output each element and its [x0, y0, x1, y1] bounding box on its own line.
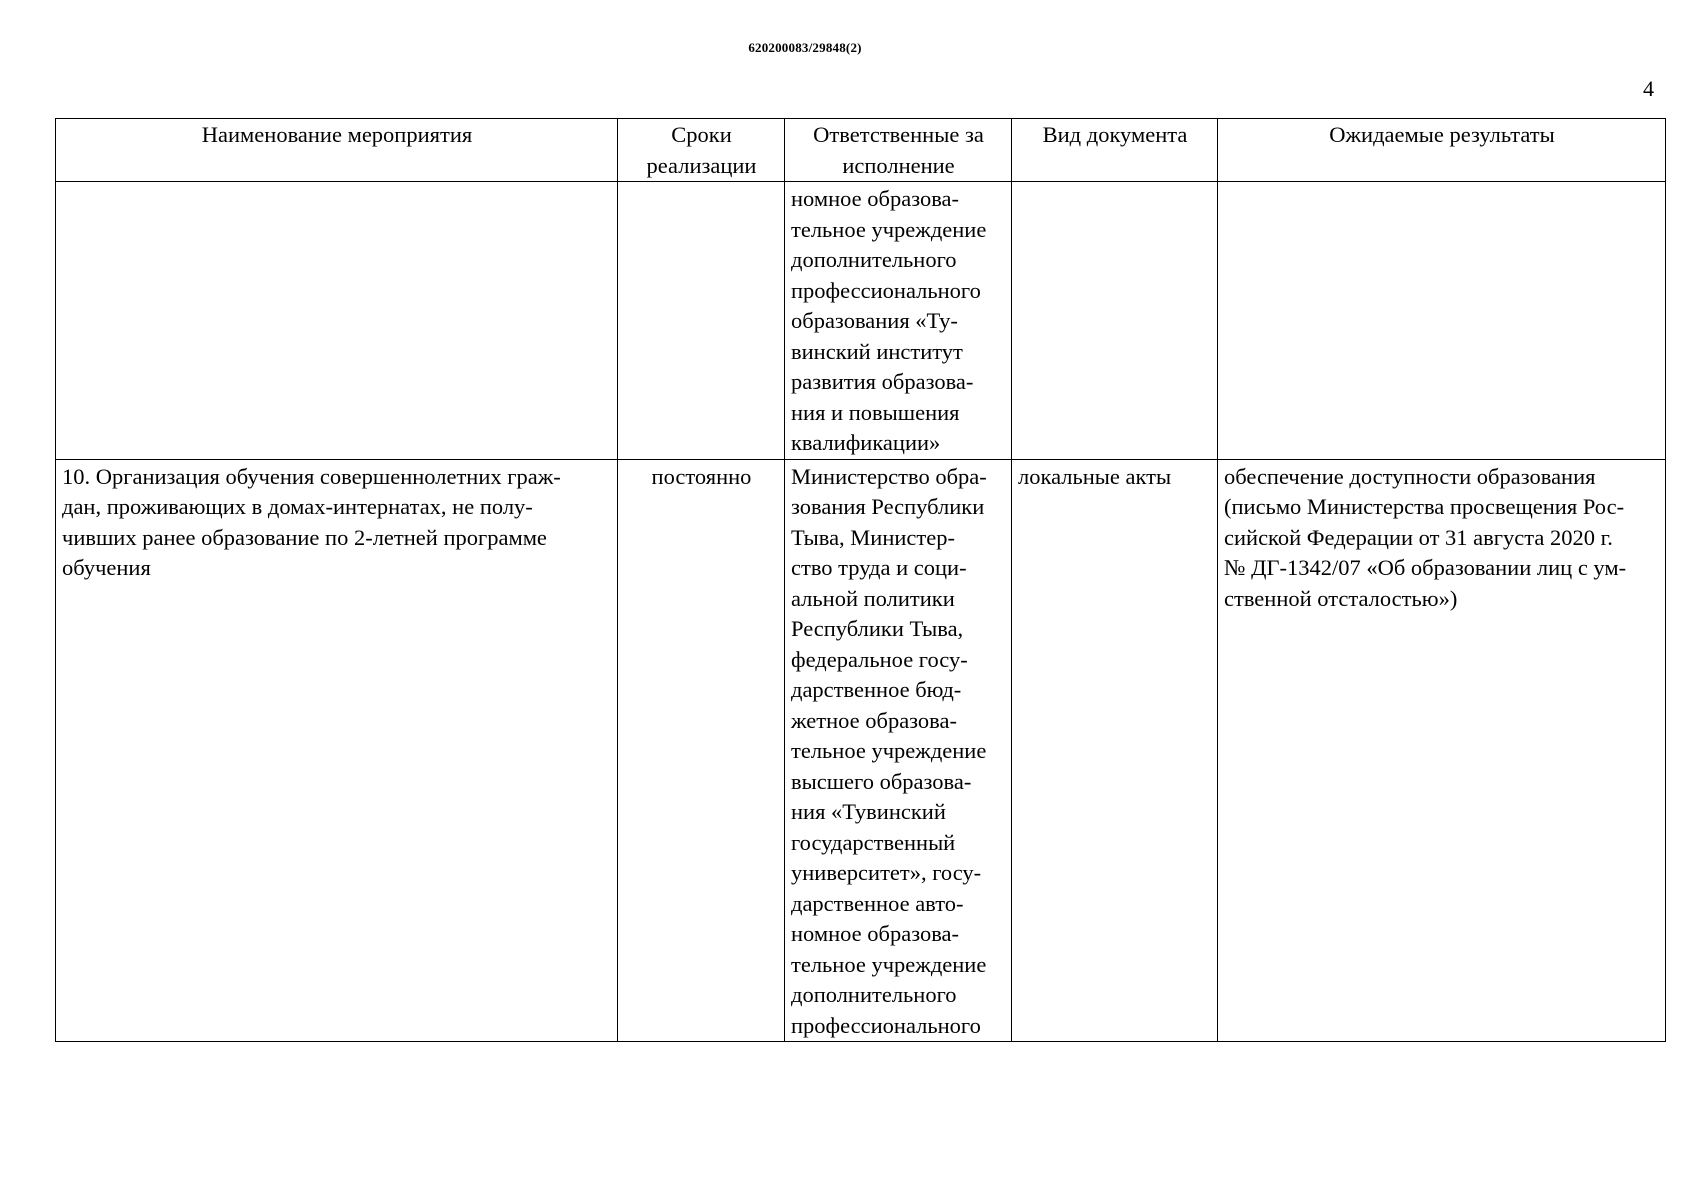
header-expected-results: Ожидаемые результаты: [1218, 119, 1666, 182]
header-terms: Сроки реализации: [618, 119, 785, 182]
header-document-type: Вид документа: [1012, 119, 1218, 182]
cell-document-type: [1012, 182, 1218, 460]
cell-event-name: [56, 182, 618, 460]
document-registration-number: 620200083/29848(2): [748, 40, 862, 55]
table-row-item-10: [56, 459, 1666, 1042]
header-event-name: Наименование мероприятия: [56, 119, 618, 182]
cell-terms: постоянно: [618, 459, 785, 1042]
cell-event-name: 10. Организация обучения совершеннолетних граж- дан, проживающих в домах-интернатах, не полу- чивших ранее образование по 2-летней программе обучения: [56, 459, 618, 1042]
activities-table: [55, 118, 1666, 1042]
cell-expected-results: [1218, 182, 1666, 460]
cell-responsible: Министерство обра- зования Республики Тыва, Министер- ство труда и соци- альной политики Республики Тыва, федеральное госу- дарственное бюд- жетное образова- тельное учреждение высшего образова- ния «Тувинский государственный университет», госу- дарственное авто- номное образова- тельное учреждение дополнительного профессионального: [785, 459, 1012, 1042]
table-header-row: [56, 119, 1666, 182]
table-row-continuation: [56, 182, 1666, 460]
cell-expected-results: обеспечение доступности образования (письмо Министерства просвещения Рос- сийской Федерации от 31 августа 2020 г. № ДГ-1342/07 «Об образовании лиц с ум- ственной отсталостью»): [1218, 459, 1666, 1042]
cell-document-type: локальные акты: [1012, 459, 1218, 1042]
header-responsible: Ответственные за исполнение: [785, 119, 1012, 182]
page-number: 4: [1643, 76, 1654, 101]
cell-responsible: номное образова- тельное учреждение дополнительного профессионального образования «Ту- винский институт развития образова- ния и повышения квалификации»: [785, 182, 1012, 460]
cell-terms: [618, 182, 785, 460]
